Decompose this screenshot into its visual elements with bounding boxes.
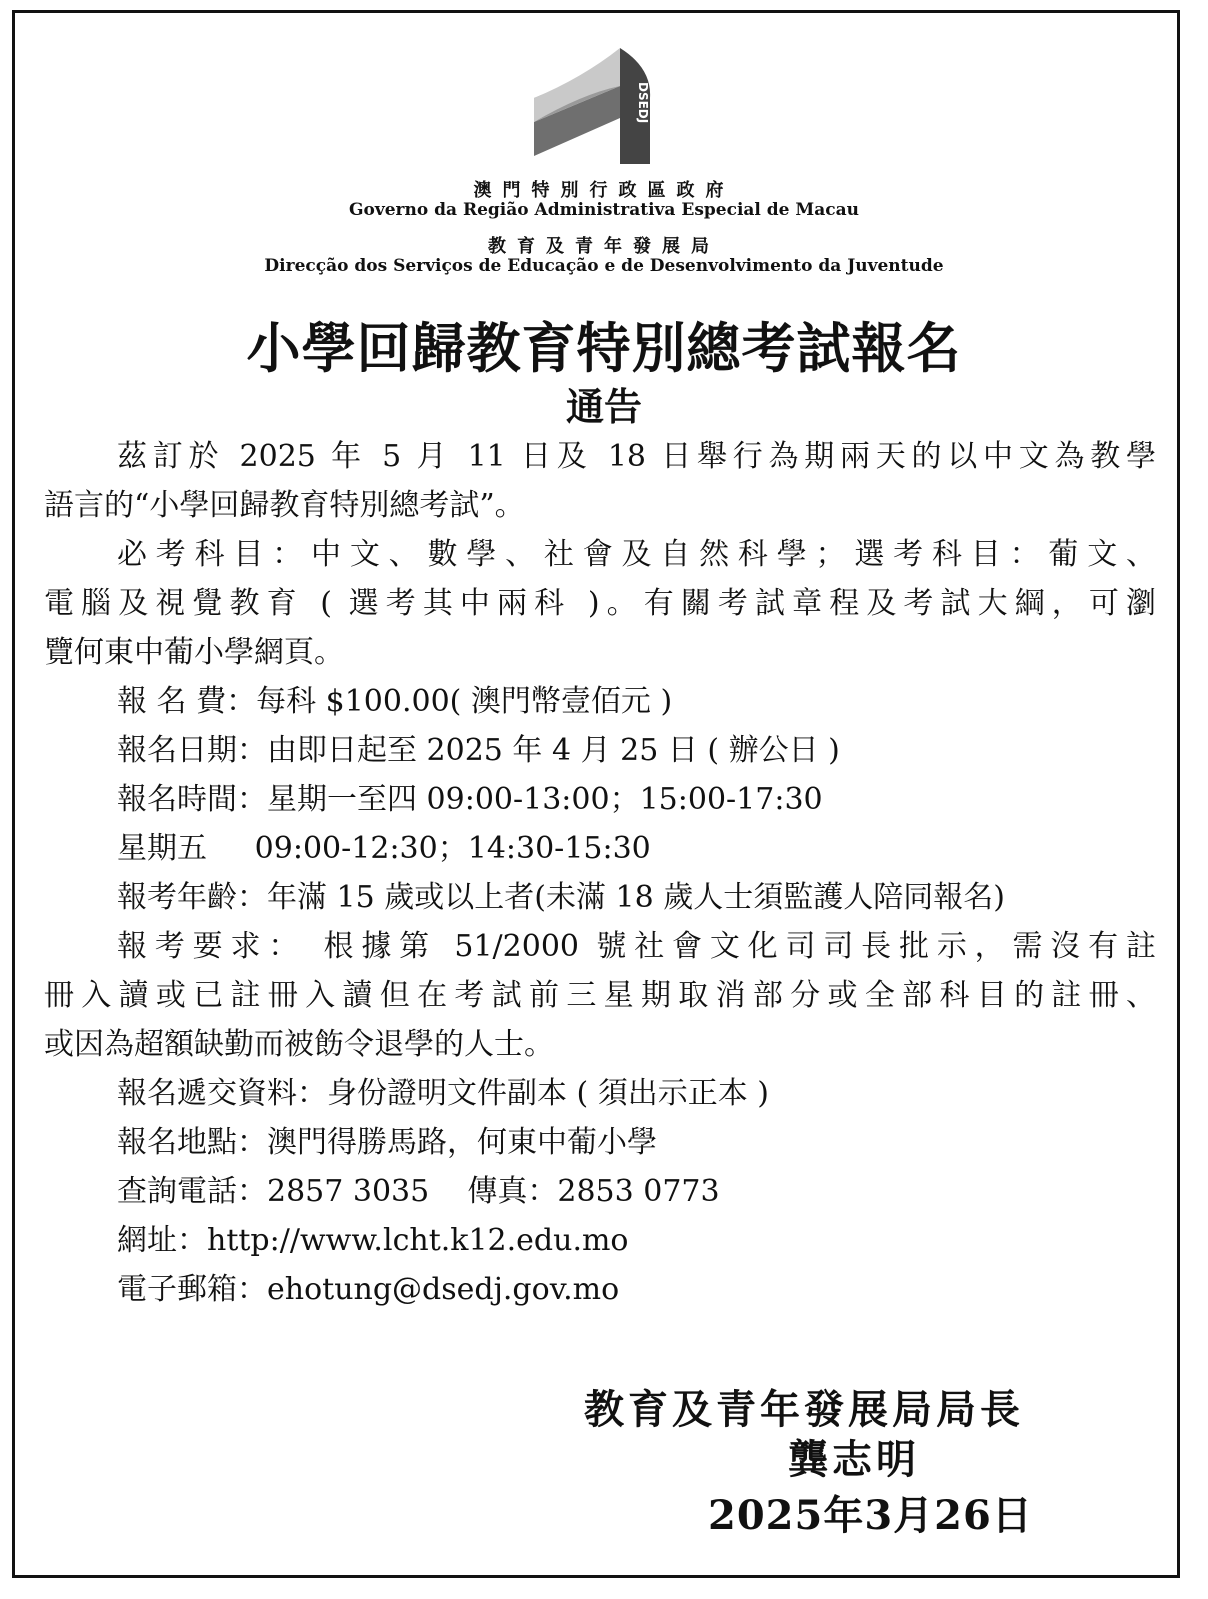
website-link[interactable]: 網址：http://www.lcht.k12.edu.mo bbox=[117, 1223, 629, 1258]
notice-subtitle: 通告 bbox=[565, 385, 642, 429]
registration-time-mon-thu: 報名時間：星期一至四 09:00-13:00；15:00-17:30 bbox=[117, 782, 823, 817]
notice-date: 2025年3月26日 bbox=[708, 1492, 1033, 1539]
department-name-chinese: 教育及青年發展局 bbox=[488, 236, 720, 257]
required-documents: 報名遞交資料：身份證明文件副本 ( 須出示正本 ) bbox=[117, 1076, 770, 1111]
age-requirement: 報考年齡：年滿 15 歲或以上者(未滿 18 歲人士須監護人陪同報名) bbox=[117, 880, 1005, 915]
paragraph-subjects-line3: 覽何東中葡小學網頁。 bbox=[44, 635, 344, 670]
government-name-portuguese: Governo da Região Administrativa Especial de Macau bbox=[349, 200, 859, 220]
registration-fee: 報 名 費：每科 $100.00( 澳門幣壹佰元 ) bbox=[117, 684, 673, 719]
department-name-portuguese: Direcção dos Serviços de Educação e de Desenvolvimento da Juventude bbox=[264, 256, 944, 276]
signatory-position: 教育及青年發展局局長 bbox=[584, 1386, 1024, 1433]
contact-phone-fax: 查詢電話：2857 3035 傳真：2853 0773 bbox=[117, 1174, 720, 1209]
eligibility-requirement-line2: 冊入讀或已註冊入讀但在考試前三星期取消部分或全部科目的註冊、 bbox=[44, 978, 1156, 1013]
paragraph-exam-date-line2: 語言的“小學回歸教育特別總考試”。 bbox=[44, 488, 525, 523]
paragraph-exam-date-line1: 茲訂於 2025 年 5 月 11 日及 18 日舉行為期兩天的以中文為教學 bbox=[117, 439, 1156, 474]
logo-text: DSEDJ bbox=[636, 82, 650, 124]
eligibility-requirement-line1: 報考要求： 根據第 51/2000 號社會文化司司長批示，需沒有註 bbox=[117, 929, 1156, 964]
registration-place: 報名地點：澳門得勝馬路，何東中葡小學 bbox=[117, 1125, 657, 1160]
email-link[interactable]: 電子郵箱：ehotung@dsedj.gov.mo bbox=[117, 1272, 620, 1307]
dsedj-logo bbox=[532, 38, 652, 168]
notice-title: 小學回歸教育特別總考試報名 bbox=[246, 317, 962, 380]
registration-time-fri: 星期五 09:00-12:30；14:30-15:30 bbox=[117, 831, 651, 866]
signatory-name: 龔志明 bbox=[788, 1436, 920, 1483]
government-name-chinese: 澳門特別行政區政府 bbox=[473, 180, 735, 201]
paragraph-subjects-line2: 電腦及視覺教育 ( 選考其中兩科 )。有關考試章程及考試大綱，可瀏 bbox=[44, 586, 1156, 621]
registration-date: 報名日期：由即日起至 2025 年 4 月 25 日 ( 辦公日 ) bbox=[117, 733, 840, 768]
notice-body bbox=[44, 432, 1156, 1314]
eligibility-requirement-line3: 或因為超額缺勤而被飭令退學的人士。 bbox=[44, 1027, 554, 1062]
paragraph-subjects-line1: 必考科目：中文、數學、社會及自然科學；選考科目：葡文、 bbox=[117, 537, 1156, 572]
